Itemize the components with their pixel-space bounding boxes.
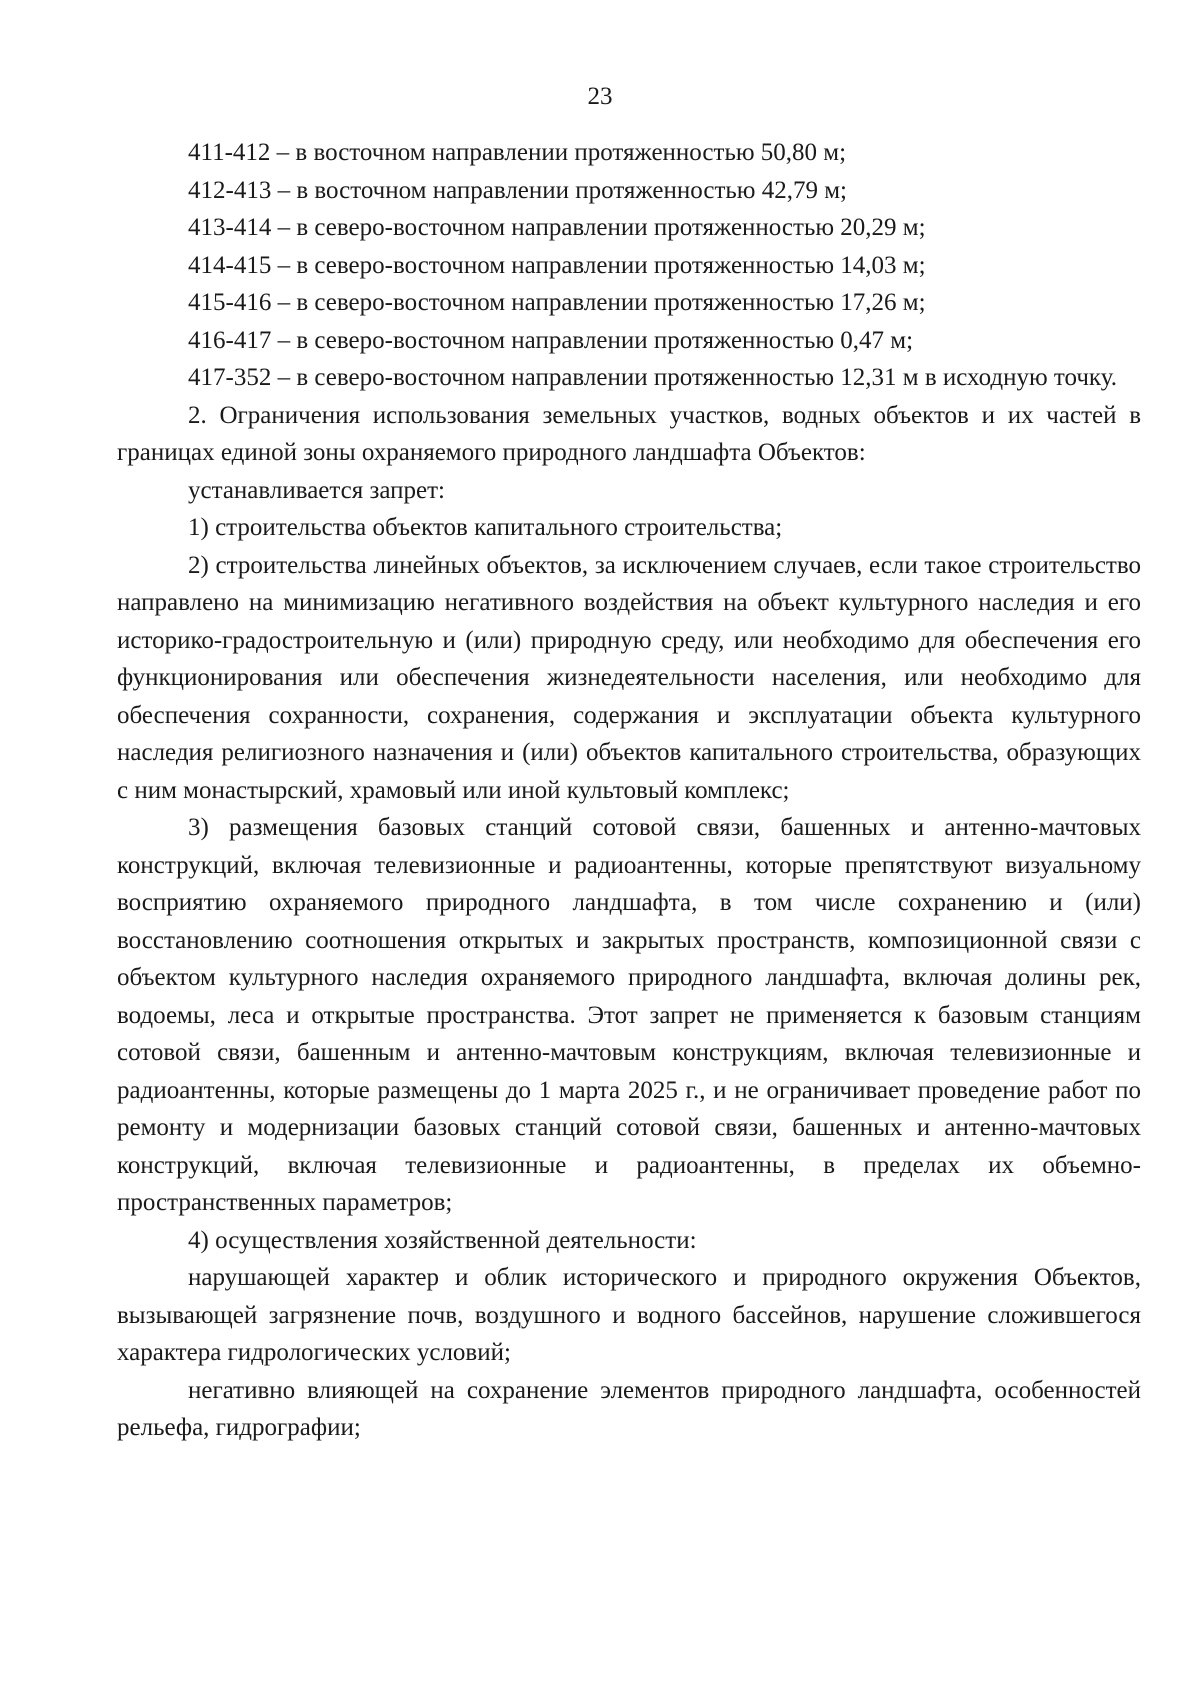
boundary-segment-413-414: 413-414 – в северо-восточном направлении протяженностью 20,29 м; <box>188 214 926 241</box>
boundary-segment-417-352: 417-352 – в северо-восточном направлении протяженностью 12,31 м в исходную точку. <box>188 364 1117 391</box>
prohibition-item-4: 4) осуществления хозяйственной деятельности: <box>188 1226 697 1254</box>
prohibition-item-4-sub-b: негативно влияющей на сохранение элементов природного ландшафта, особенностей рельефа, гидрографии; <box>117 1376 1141 1441</box>
prohibition-item-3: 3) размещения базовых станций сотовой связи, башенных и антенно-мачтовых конструкций, включая телевизионные и радиоантенны, которые препятствуют визуальному восприятию охраняемого природного ландшафта, в том числе сохранению и (или) восстановлению соотношения открытых и закрытых пространств, композиционной связи с объектом культурного наследия охраняемого природного ландшафта, включая долины рек, водоемы, леса и открытые пространства. Этот запрет не применяется к базовым станциям сотовой связи, башенным и антенно-мачтовым конструкциям, включая телевизионные и радиоантенны, которые размещены до 1 марта 2025 г., и не ограничивает проведение работ по ремонту и модернизации базовых станций сотовой связи, башенных и антенно-мачтовых конструкций, включая телевизионные и радиоантенны, в пределах их объемно-пространственных параметров; <box>117 814 1141 1216</box>
section-2-heading: 2. Ограничения использования земельных участков, водных объектов и их частей в границах единой зоны охраняемого природного ландшафта Объектов: <box>117 401 1141 466</box>
prohibition-item-2: 2) строительства линейных объектов, за исключением случаев, если такое строительство направлено на минимизацию негативного воздействия на объект культурного наследия и его историко-градостроительную и (или) природную среду, или необходимо для обеспечения его функционирования или обеспечения жизнедеятельности населения, или необходимо для обеспечения сохранности, сохранения, содержания и эксплуатации объекта культурного наследия религиозного назначения и (или) объектов капитального строительства, образующих с ним монастырский, храмовый или иной культовый комплекс; <box>117 551 1141 804</box>
boundary-segment-415-416: 415-416 – в северо-восточном направлении протяженностью 17,26 м; <box>188 289 926 316</box>
boundary-segment-412-413: 412-413 – в восточном направлении протяженностью 42,79 м; <box>188 176 847 204</box>
boundary-segment-416-417: 416-417 – в северо-восточном направлении протяженностью 0,47 м; <box>188 326 914 354</box>
boundary-segment-411-412: 411-412 – в восточном направлении протяженностью 50,80 м; <box>188 139 847 166</box>
prohibition-intro: устанавливается запрет: <box>188 476 445 504</box>
document-body <box>117 134 1141 1447</box>
prohibition-item-1: 1) строительства объектов капитального строительства; <box>188 514 783 541</box>
page-number: 23 <box>587 83 613 110</box>
boundary-segment-414-415: 414-415 – в северо-восточном направлении протяженностью 14,03 м; <box>188 251 926 279</box>
prohibition-item-4-sub-a: нарушающей характер и облик исторического и природного окружения Объектов, вызывающей загрязнение почв, воздушного и водного бассейнов, нарушение сложившегося характера гидрологических условий; <box>117 1264 1141 1366</box>
